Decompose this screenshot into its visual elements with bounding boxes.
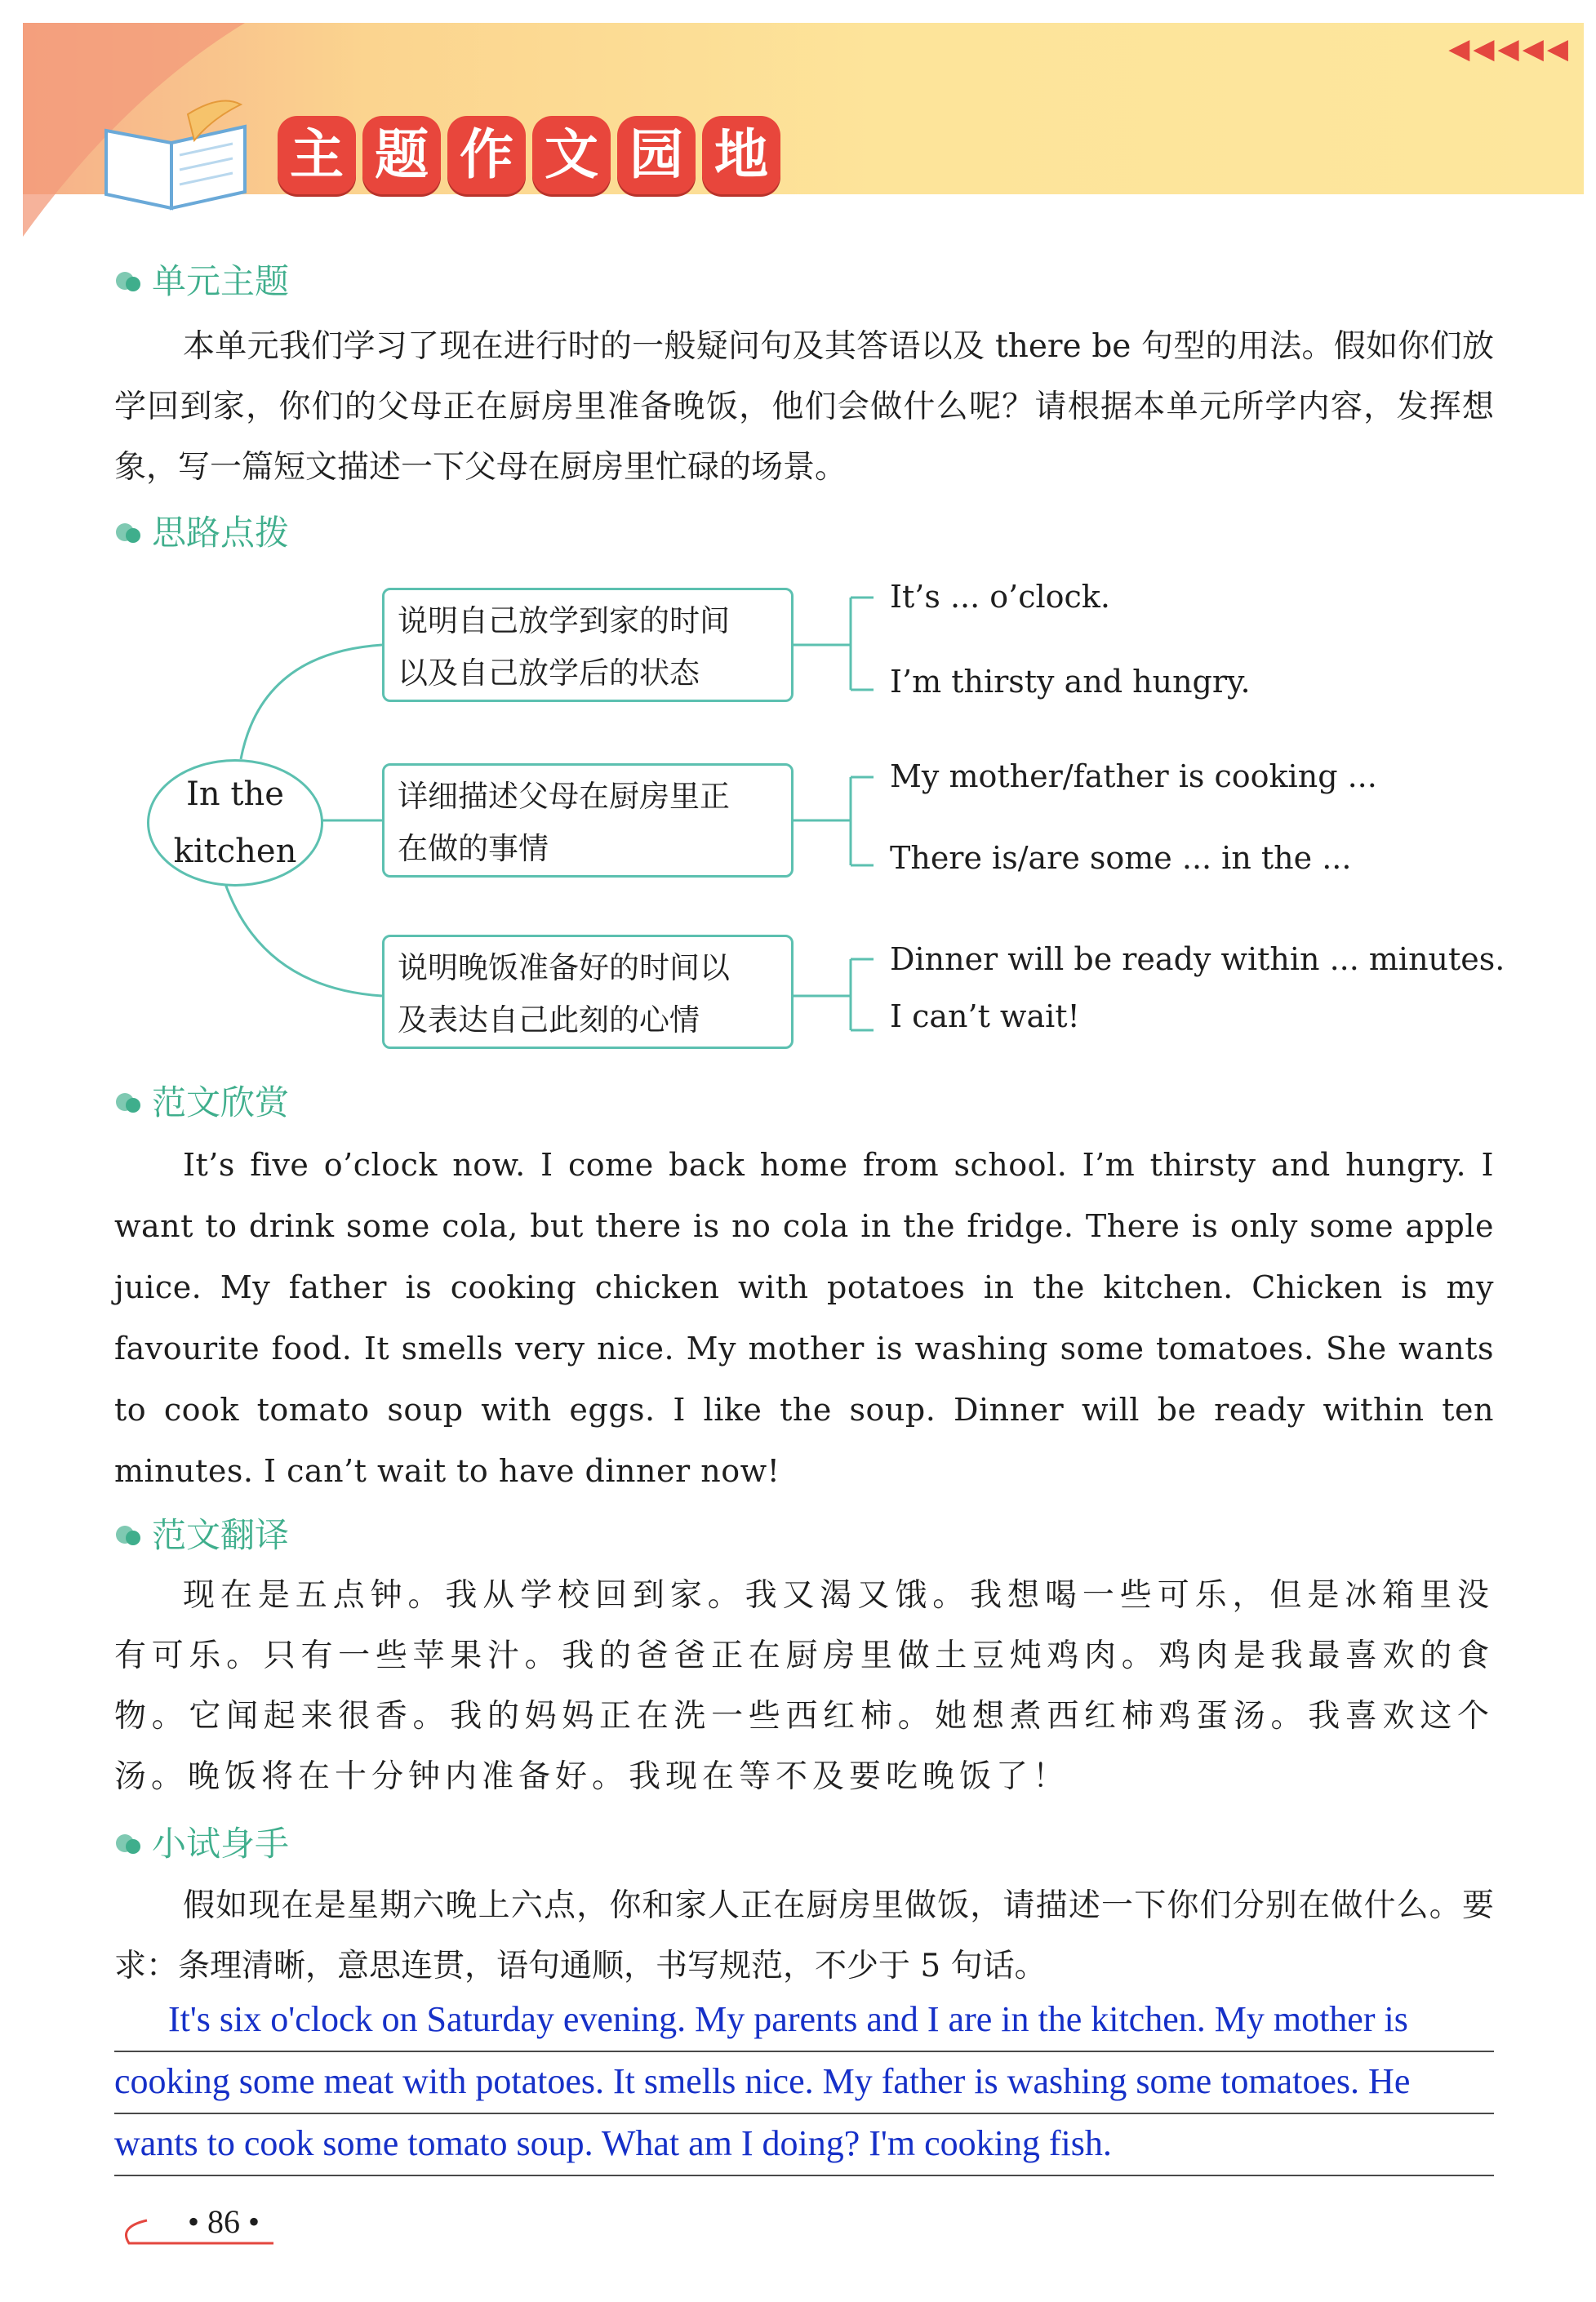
answer-line: cooking some meat with potatoes. It smells nice. My father is washing some tomatoes. He — [114, 2061, 1411, 2101]
section-heading-practice — [116, 1817, 289, 1866]
center-label: In the — [186, 775, 284, 813]
branch-phrase: There is/are some ... in the ... — [890, 840, 1352, 876]
connector-line — [225, 882, 382, 996]
center-label: kitchen — [173, 833, 297, 870]
answer-line: wants to cook some tomato soup. What am I doing? I'm cooking fish. — [114, 2123, 1112, 2163]
banner-title-char: 文 — [532, 116, 611, 194]
arrow-decoration-icon: ◀◀◀◀◀ — [1448, 33, 1572, 65]
branch-phrase: I can’t wait! — [890, 998, 1080, 1034]
branch-phrase: I’m thirsty and hungry. — [890, 664, 1251, 700]
bullet-dot-icon — [116, 1521, 144, 1545]
page-number — [114, 2196, 278, 2253]
branch-box-line: 说明自己放学到家的时间 — [398, 603, 730, 638]
banner-title-char: 地 — [702, 116, 780, 194]
banner-title-char: 园 — [617, 116, 696, 194]
mind-map — [139, 563, 1527, 1069]
banner-title-char: 主 — [278, 116, 356, 194]
answer-line: It's six o'clock on Saturday evening. My parents and I are in the kitchen. My mother is — [168, 1999, 1408, 2039]
bullet-dot-icon — [116, 267, 144, 291]
banner-title — [278, 116, 780, 198]
branch-box — [382, 935, 794, 1049]
section-heading-label: 范文翻译 — [152, 1515, 290, 1555]
branch-box-line: 以及自己放学后的状态 — [398, 655, 700, 691]
translation-text: 现在是五点钟。我从学校回到家。我又渴又饿。我想喝一些可乐，但是冰箱里没有可乐。只有一些苹果汁。我的爸爸正在厨房里做土豆炖鸡肉。鸡肉是我最喜欢的食物。它闻起来很香。我的妈妈正在洗一些西红柿。她想煮西红柿鸡蛋汤。我喜欢这个汤。晚饭将在十分钟内准备好。我现在等不及要吃晚饭了！ — [114, 1577, 1494, 1795]
section-heading-label: 单元主题 — [152, 261, 290, 301]
bracket-line — [794, 959, 874, 1030]
branch-box — [382, 588, 794, 702]
branch-box-line: 说明晚饭准备好的时间以 — [398, 950, 730, 985]
branch-box-line: 及表达自己此刻的心情 — [398, 1002, 700, 1038]
section-heading-unit-theme — [116, 255, 289, 304]
section-heading-label: 范文欣赏 — [152, 1082, 290, 1122]
page-number-label: • 86 • — [188, 2203, 260, 2240]
banner-title-char: 作 — [447, 116, 526, 194]
section-heading-label: 小试身手 — [152, 1824, 290, 1864]
header-banner — [0, 0, 1596, 245]
section-heading-thinking — [116, 506, 289, 555]
section-heading-model — [116, 1076, 289, 1125]
banner-title-char: 题 — [362, 116, 441, 194]
bracket-line — [794, 598, 874, 690]
practice-prompt: 假如现在是星期六晚上六点，你和家人正在厨房里做饭，请描述一下你们分别在做什么。要求：条理清晰，意思连贯，语句通顺，书写规范，不少于 5 句话。 — [114, 1887, 1494, 1984]
bracket-line — [794, 777, 874, 865]
bullet-dot-icon — [116, 1829, 144, 1854]
model-essay-text: It’s five o’clock now. I come back home from school. I’m thirsty and hungry. I want to drink some cola, but there is no cola in the fridge. There is only some apple juice. My father is cooking chicken with potatoes in the kitchen. Chicken is my favourite food. It smells very nice. My mother is washing some tomatoes. She wants to cook tomato soup with eggs. I like the soup. Dinner will be ready within ten minutes. I can’t wait to have dinner now! — [114, 1147, 1494, 1489]
branch-phrase: It’s ... o’clock. — [890, 579, 1110, 615]
section-heading-translation — [116, 1509, 289, 1558]
bullet-dot-icon — [116, 1088, 144, 1113]
branch-phrase: My mother/father is cooking ... — [890, 758, 1377, 794]
branch-box-line: 详细描述父母在厨房里正 — [398, 779, 730, 814]
section-heading-label: 思路点拨 — [152, 513, 290, 553]
branch-phrase: Dinner will be ready within ... minutes. — [890, 941, 1505, 977]
branch-box-line: 在做的事情 — [398, 831, 549, 866]
branch-box — [382, 763, 794, 878]
connector-line — [241, 645, 382, 759]
mind-map-connectors — [139, 563, 1527, 1069]
bullet-dot-icon — [116, 518, 144, 543]
unit-theme-text: 本单元我们学习了现在进行时的一般疑问句及其答语以及 there be 句型的用法。假如你们放学回到家，你们的父母正在厨房里准备晚饭，他们会做什么呢？请根据本单元所学内容，发挥想象，写一篇短文描述一下父母在厨房里忙碌的场景。 — [114, 328, 1494, 486]
open-book-icon — [98, 98, 253, 212]
mind-map-center — [147, 759, 323, 887]
